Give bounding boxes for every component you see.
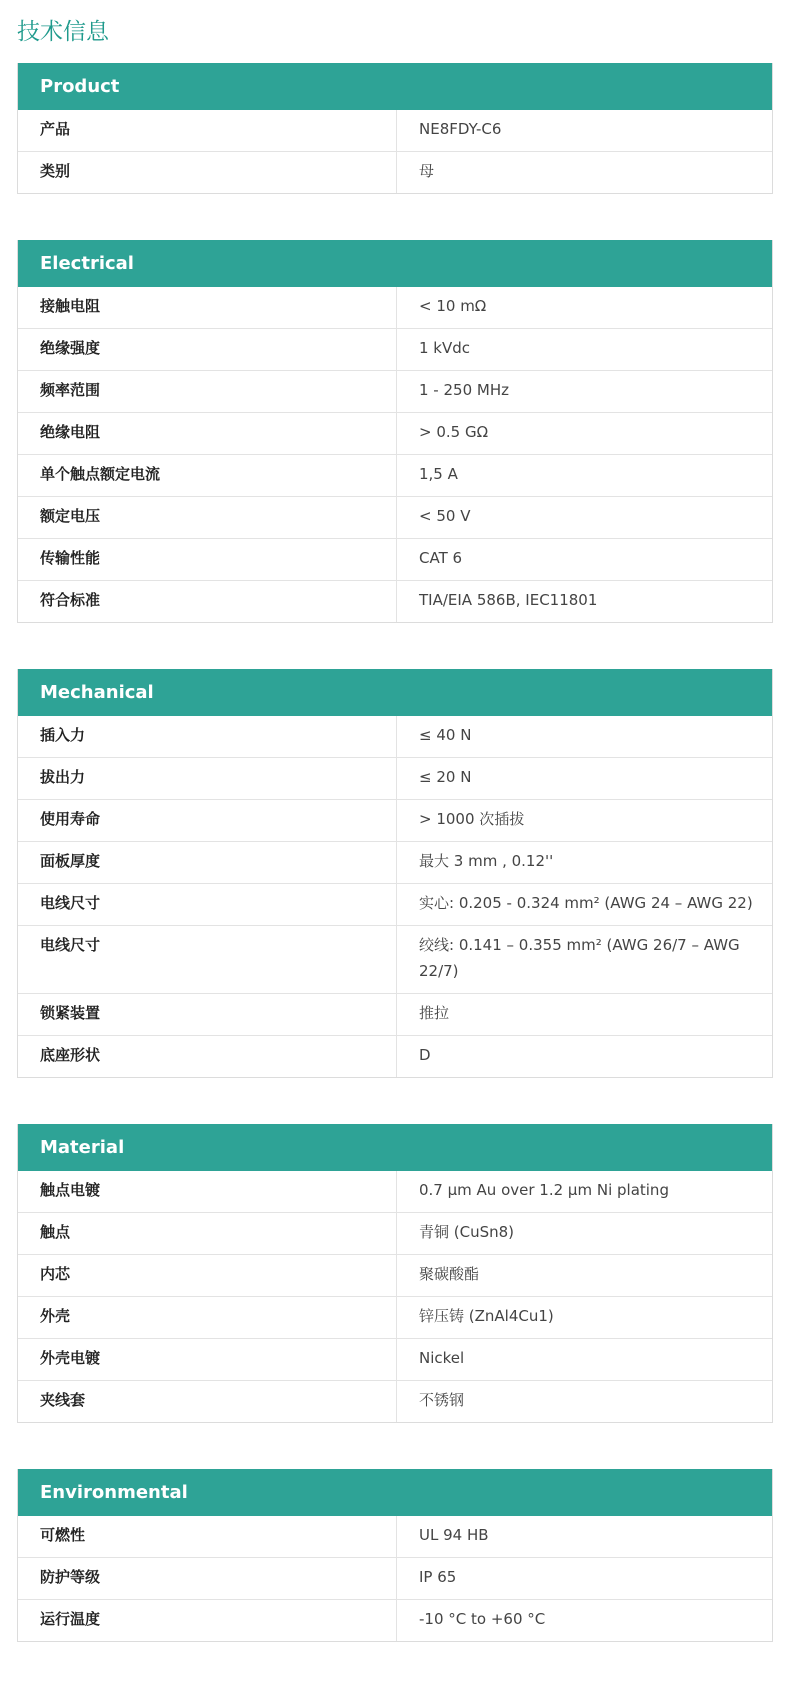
spec-key: 触点 xyxy=(18,1213,397,1255)
spec-key: 内芯 xyxy=(18,1255,397,1297)
spec-value: D xyxy=(397,1036,773,1078)
spec-value: 青铜 (CuSn8) xyxy=(397,1213,773,1255)
spec-key: 锁紧装置 xyxy=(18,994,397,1036)
spec-value: CAT 6 xyxy=(397,539,773,581)
spec-row xyxy=(18,1339,772,1381)
spec-value: 不锈钢 xyxy=(397,1381,773,1423)
section-header: Product xyxy=(18,63,772,110)
spec-row xyxy=(18,497,772,539)
spec-row xyxy=(18,455,772,497)
spec-row xyxy=(18,1600,772,1642)
section-header: Environmental xyxy=(18,1469,772,1516)
spec-key: 绝缘强度 xyxy=(18,329,397,371)
spec-table xyxy=(18,1516,772,1641)
section-product xyxy=(17,63,773,194)
spec-row xyxy=(18,1516,772,1558)
spec-row xyxy=(18,926,772,994)
spec-row xyxy=(18,884,772,926)
spec-table xyxy=(18,287,772,622)
spec-row xyxy=(18,413,772,455)
spec-key: 绝缘电阻 xyxy=(18,413,397,455)
spec-key: 底座形状 xyxy=(18,1036,397,1078)
spec-value: 锌压铸 (ZnAl4Cu1) xyxy=(397,1297,773,1339)
section-electrical xyxy=(17,240,773,623)
spec-key: 电线尺寸 xyxy=(18,926,397,994)
spec-key: 产品 xyxy=(18,110,397,152)
spec-key: 插入力 xyxy=(18,716,397,758)
page-title: 技术信息 xyxy=(17,19,109,45)
section-environmental xyxy=(17,1469,773,1642)
spec-key: 防护等级 xyxy=(18,1558,397,1600)
spec-row xyxy=(18,581,772,623)
spec-table xyxy=(18,716,772,1077)
spec-value: IP 65 xyxy=(397,1558,773,1600)
spec-value: < 10 mΩ xyxy=(419,297,487,315)
spec-row xyxy=(18,1558,772,1600)
spec-row xyxy=(18,287,772,329)
spec-row xyxy=(18,539,772,581)
spec-value: ≤ 40 N xyxy=(419,726,472,744)
spec-row xyxy=(18,371,772,413)
spec-row xyxy=(18,1213,772,1255)
spec-key: 触点电镀 xyxy=(18,1171,397,1213)
spec-key: 电线尺寸 xyxy=(18,884,397,926)
spec-row xyxy=(18,329,772,371)
spec-key: 接触电阻 xyxy=(18,287,397,329)
section-mechanical xyxy=(17,669,773,1078)
spec-value: -10 °C to +60 °C xyxy=(397,1600,773,1642)
spec-key: 符合标准 xyxy=(18,581,397,623)
spec-key: 面板厚度 xyxy=(18,842,397,884)
spec-row xyxy=(18,110,772,152)
spec-row xyxy=(18,1381,772,1423)
spec-value: 聚碳酸酯 xyxy=(397,1255,773,1297)
spec-row xyxy=(18,758,772,800)
spec-value: NE8FDY-C6 xyxy=(419,120,502,138)
spec-key: 频率范围 xyxy=(18,371,397,413)
spec-value: 母 xyxy=(397,152,773,194)
spec-key: 可燃性 xyxy=(18,1516,397,1558)
spec-value: ≤ 20 N xyxy=(397,758,773,800)
spec-row xyxy=(18,842,772,884)
spec-value: 最大 3 mm , 0.12'' xyxy=(397,842,773,884)
spec-value: TIA/EIA 586B, IEC11801 xyxy=(397,581,773,623)
spec-key: 外壳 xyxy=(18,1297,397,1339)
spec-row xyxy=(18,152,772,194)
spec-row xyxy=(18,716,772,758)
spec-value: UL 94 HB xyxy=(419,1526,489,1544)
spec-key: 类别 xyxy=(18,152,397,194)
spec-value: 实心: 0.205 - 0.324 mm² (AWG 24 – AWG 22) xyxy=(397,884,773,926)
spec-table xyxy=(18,110,772,193)
spec-key: 拔出力 xyxy=(18,758,397,800)
spec-row xyxy=(18,1036,772,1078)
spec-value: 1,5 A xyxy=(397,455,773,497)
section-header: Material xyxy=(18,1124,772,1171)
spec-key: 外壳电镀 xyxy=(18,1339,397,1381)
spec-key: 额定电压 xyxy=(18,497,397,539)
spec-value: Nickel xyxy=(397,1339,773,1381)
spec-value: < 50 V xyxy=(397,497,773,539)
spec-value: 推拉 xyxy=(397,994,773,1036)
spec-key: 单个触点额定电流 xyxy=(18,455,397,497)
spec-value: 绞线: 0.141 – 0.355 mm² (AWG 26/7 – AWG 22/7) xyxy=(397,926,773,994)
spec-value: 1 kVdc xyxy=(397,329,773,371)
spec-key: 运行温度 xyxy=(18,1600,397,1642)
spec-value: 1 - 250 MHz xyxy=(397,371,773,413)
spec-key: 传输性能 xyxy=(18,539,397,581)
section-material xyxy=(17,1124,773,1423)
section-header: Mechanical xyxy=(18,669,772,716)
spec-value: 0.7 µm Au over 1.2 µm Ni plating xyxy=(419,1181,669,1199)
spec-row xyxy=(18,1171,772,1213)
spec-value: > 1000 次插拔 xyxy=(397,800,773,842)
spec-key: 使用寿命 xyxy=(18,800,397,842)
spec-key: 夹线套 xyxy=(18,1381,397,1423)
spec-table xyxy=(18,1171,772,1422)
spec-row xyxy=(18,800,772,842)
spec-row xyxy=(18,994,772,1036)
section-header: Electrical xyxy=(18,240,772,287)
spec-row xyxy=(18,1255,772,1297)
spec-row xyxy=(18,1297,772,1339)
spec-value: > 0.5 GΩ xyxy=(397,413,773,455)
